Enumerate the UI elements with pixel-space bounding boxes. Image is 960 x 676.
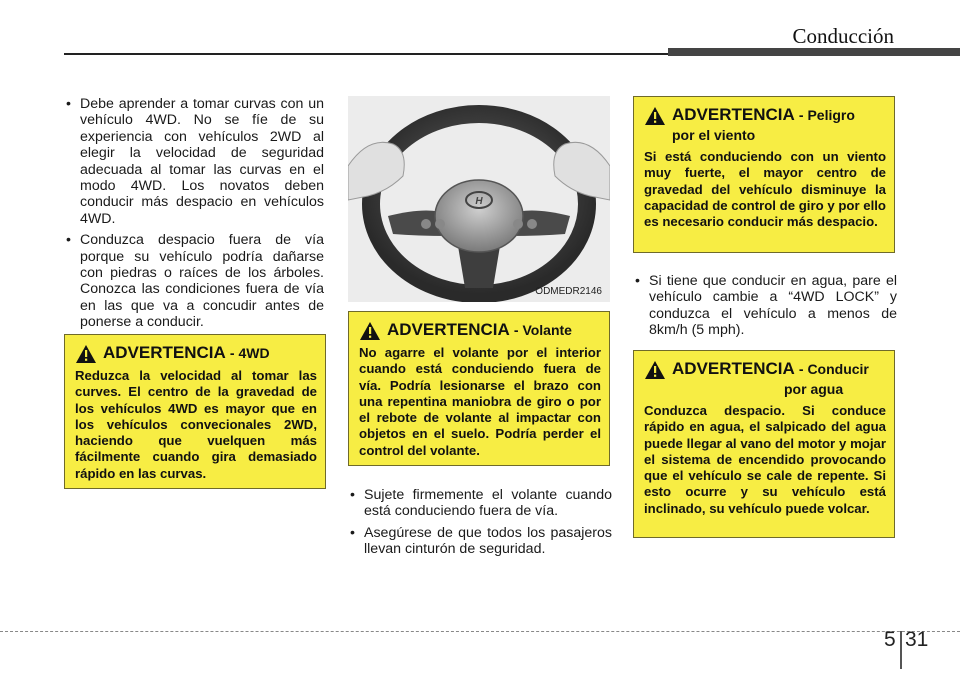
warning-icon xyxy=(359,321,381,341)
bullet-item: • Debe aprender a tomar curvas con un vehículo 4WD. No se fíe de su experiencia con vehículos 2WD al elegir la velocidad de seguridad adecuada al tomar las curvas en el modo 4WD. Los novatos deben conducir más despacio en vehículos 4WD. xyxy=(64,96,324,227)
page-number: 31 xyxy=(905,628,929,651)
warning-box-wind xyxy=(633,96,895,253)
warning-icon xyxy=(75,344,97,364)
page-divider xyxy=(900,631,902,669)
bullet-item: • Sujete firmemente el volante cuando está conduciendo fuera de vía. xyxy=(348,487,612,520)
header-rule xyxy=(64,53,668,55)
header-rule-bar xyxy=(668,48,960,56)
svg-text:H: H xyxy=(475,196,483,207)
warning-title: ADVERTENCIA - Volante xyxy=(387,320,572,339)
warning-body: Conduzca despacio. Si conduce rápido en agua, el salpicado del agua puede llegar al vano del motor y mojar el sistema de encendido provocando que el vehículo se cale de repente. Si esto ocurre y su vehículo está inclinado, su vehículo puede volcar. xyxy=(644,403,886,516)
warning-box-water xyxy=(633,350,895,538)
warning-body: Si está conduciendo con un viento muy fuerte, el mayor centro de gravedad del vehículo disminuye la capacidad de control de giro y por ello es necesario conducir más despacio. xyxy=(644,149,886,230)
steering-wheel-image xyxy=(348,96,610,302)
section-title: Conducción xyxy=(792,24,894,48)
warning-box-volante xyxy=(348,311,610,466)
middle-bullets xyxy=(348,487,612,563)
warning-title: ADVERTENCIA - 4WD xyxy=(103,343,270,362)
bullet-item: • Asegúrese de que todos los pasajeros llevan cinturón de seguridad. xyxy=(348,525,612,558)
footer-rule xyxy=(0,631,960,632)
warning-body: Reduzca la velocidad al tomar las curves. El centro de la gravedad de los vehículos 4WD es mayor que en los vehículos convecionales 2WD, haciendo que vuelquen más fácilmente cuando gira demasiado rápido en las curvas. xyxy=(75,368,317,481)
chapter-number: 5 xyxy=(884,628,896,651)
image-caption: ODMEDR2146 xyxy=(535,286,602,297)
warning-title: ADVERTENCIA - Conducir por agua xyxy=(672,359,869,397)
warning-box-4wd xyxy=(64,334,326,489)
bullet-item: • Si tiene que conducir en agua, pare el vehículo cambie a “4WD LOCK” y conduzca el vehículo a menos de 8km/h (5 mph). xyxy=(633,273,897,339)
left-bullets xyxy=(64,96,324,336)
warning-icon xyxy=(644,106,666,126)
steering-wheel-illustration xyxy=(348,96,610,302)
right-bullets xyxy=(633,273,897,344)
warning-body: No agarre el volante por el interior cuando está conduciendo fuera de vía. Podría lesionarse el brazo con una repentina maniobra de giro o por el rebote de volante al impactar con objetos en el suelo. Podría perder el control del volante. xyxy=(359,345,601,458)
bullet-item: • Conduzca despacio fuera de vía porque su vehículo podría dañarse con piedras o raíces de los árboles. Conozca las condiciones fuera de vía en las que va a concudir antes de ponerse a conducir. xyxy=(64,232,324,330)
warning-title: ADVERTENCIA - Peligro por el viento xyxy=(672,105,855,143)
warning-icon xyxy=(644,360,666,380)
